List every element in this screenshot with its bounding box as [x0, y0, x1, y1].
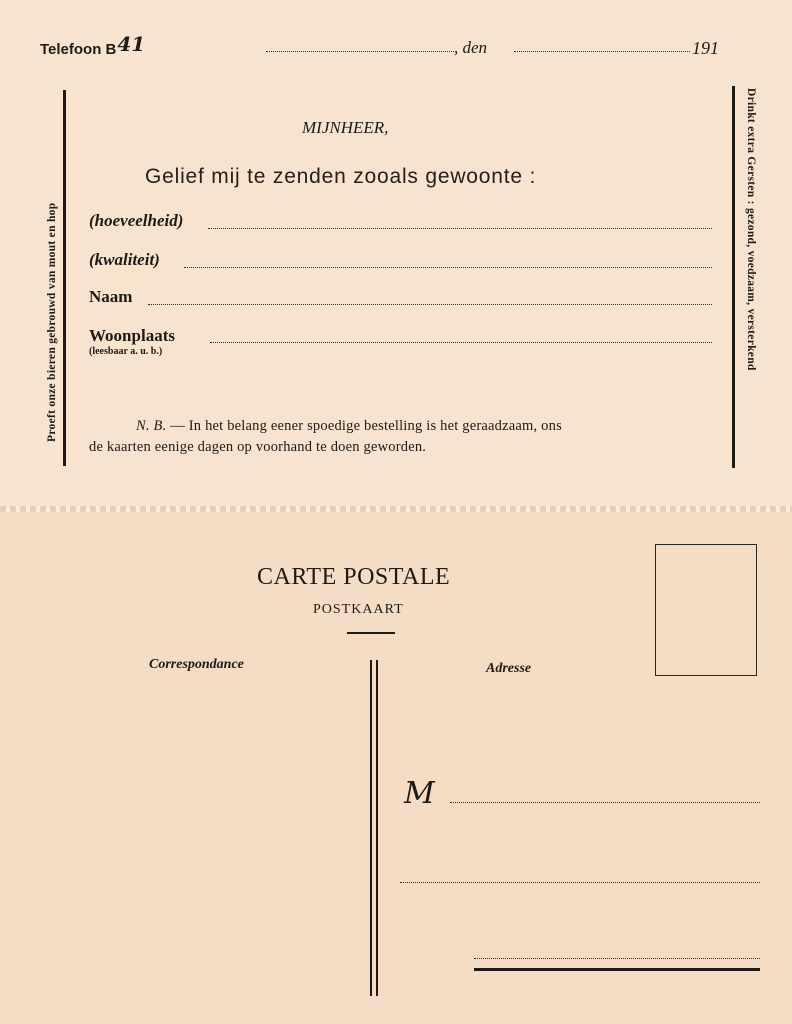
center-divider-right	[376, 660, 378, 996]
title-underline	[347, 632, 395, 634]
mr-abbrev: M	[404, 776, 435, 811]
address-line-1[interactable]	[450, 802, 760, 803]
correspondance-label: Correspondance	[149, 657, 244, 672]
nb-text-1: — In het belang eener spoedige bestelling is het geraadzaam, ons	[170, 418, 562, 434]
left-vertical-rule	[63, 90, 66, 466]
nb-note-line1	[136, 418, 562, 435]
address-underline-thick	[474, 968, 760, 971]
place-dotted-line[interactable]	[266, 51, 454, 52]
hoeveelheid-label: (hoeveelheid)	[89, 211, 184, 230]
salutation: MIJNHEER,	[302, 118, 389, 137]
year-label: 191	[692, 38, 719, 58]
right-vertical-rule	[732, 86, 735, 468]
adresse-label: Adresse	[486, 661, 532, 676]
nb-label: N. B.	[136, 418, 167, 434]
postcard-subtitle: POSTKAART	[313, 602, 404, 617]
woonplaats-label: Woonplaats	[89, 326, 175, 345]
address-line-3[interactable]	[474, 958, 760, 959]
woonplaats-field[interactable]	[210, 342, 712, 343]
right-slogan: Drinkt extra Gersten : gezond, voedzaam, versterkend	[745, 88, 757, 371]
kwaliteit-label: (kwaliteit)	[89, 250, 160, 269]
postcard-title: CARTE POSTALE	[257, 564, 451, 590]
intro-text: Gelief mij te zenden zooals gewoonte :	[145, 165, 537, 188]
naam-field[interactable]	[148, 304, 712, 305]
hoeveelheid-field[interactable]	[208, 228, 712, 229]
center-divider-left	[370, 660, 372, 996]
stamp-box	[655, 544, 757, 676]
nb-note-line2: de kaarten eenige dagen op voorhand te doen geworden.	[89, 439, 427, 455]
leesbaar-note: (leesbaar a. u. b.)	[89, 346, 163, 357]
den-label: , den	[454, 38, 488, 57]
naam-label: Naam	[89, 287, 133, 306]
date-dotted-line[interactable]	[514, 51, 690, 52]
telefoon-handwritten-number: 41	[117, 32, 146, 56]
kwaliteit-field[interactable]	[184, 267, 712, 268]
address-line-2[interactable]	[400, 882, 760, 883]
telefoon-label: Telefoon B41	[40, 32, 146, 58]
left-slogan: Proeft onze bieren gebrouwd van mout en hop	[46, 202, 58, 442]
